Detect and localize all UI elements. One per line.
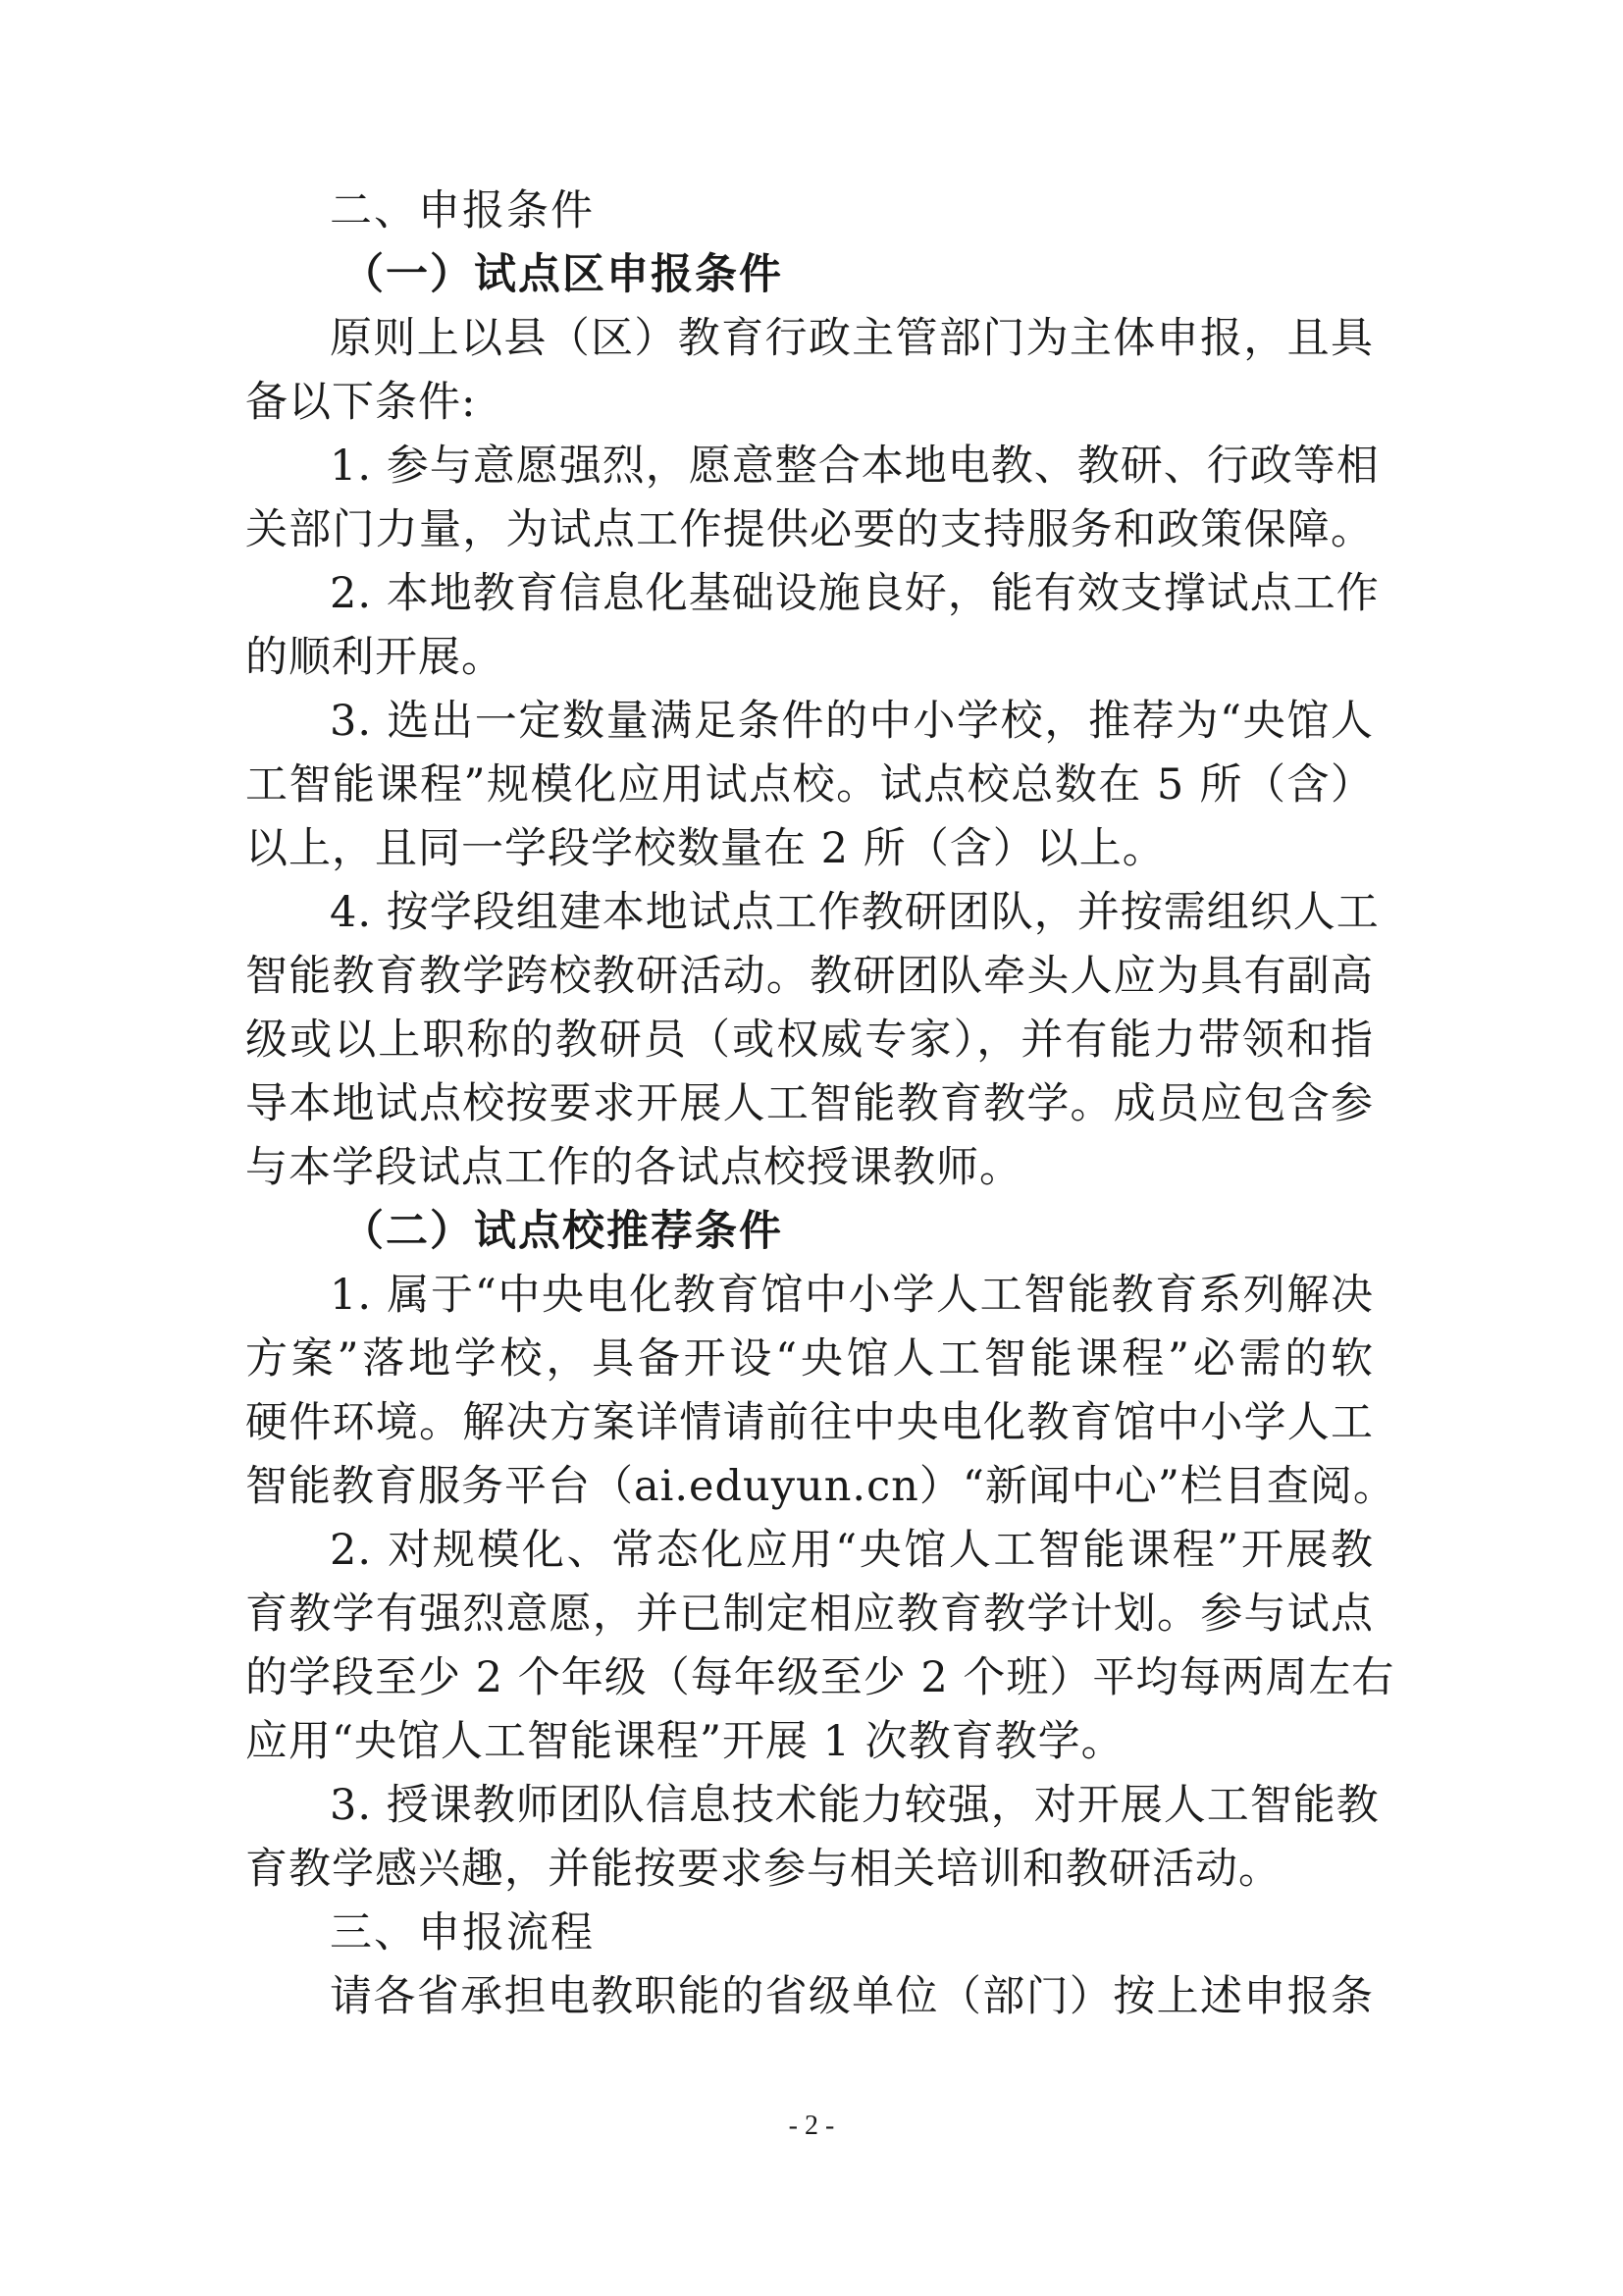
paragraph-line: 硬件环境。解决方案详情请前往中央电化教育馆中小学人工 [245, 1398, 1374, 1447]
paragraph-line: 1. 属于“中央电化教育馆中小学人工智能教育系列解决 [330, 1271, 1374, 1320]
paragraph-line: 方案”落地学校，具备开设“央馆人工智能课程”必需的软 [245, 1334, 1374, 1383]
paragraph-line: 关部门力量，为试点工作提供必要的支持服务和政策保障。 [245, 505, 1374, 554]
paragraph-line: 2. 对规模化、常态化应用“央馆人工智能课程”开展教 [330, 1526, 1374, 1575]
paragraph-line: 应用“央馆人工智能课程”开展 1 次教育教学。 [245, 1717, 1125, 1766]
paragraph-line: 级或以上职称的教研员（或权威专家），并有能力带领和指 [245, 1016, 1374, 1065]
paragraph-line: 育教学感兴趣，并能按要求参与相关培训和教研活动。 [245, 1845, 1282, 1894]
subsection-heading-pilot-school: （二）试点校推荐条件 [341, 1207, 783, 1256]
section-heading-application-conditions: 二、申报条件 [330, 186, 595, 235]
page-number: - 2 - [788, 2111, 835, 2141]
paragraph-line: 2. 本地教育信息化基础设施良好，能有效支撑试点工作 [330, 569, 1380, 618]
paragraph-line: 3. 授课教师团队信息技术能力较强，对开展人工智能教 [330, 1781, 1380, 1830]
paragraph-line: 原则上以县（区）教育行政主管部门为主体申报，且具 [330, 314, 1374, 363]
paragraph-line: 工智能课程”规模化应用试点校。试点校总数在 5 所（含） [245, 760, 1374, 809]
subsection-heading-pilot-district: （一）试点区申报条件 [341, 250, 783, 299]
paragraph-line: 的顺利开展。 [245, 633, 504, 682]
paragraph-line: 4. 按学段组建本地试点工作教研团队，并按需组织人工 [330, 888, 1380, 937]
paragraph-line: 智能教育服务平台（ai.eduyun.cn）“新闻中心”栏目查阅。 [245, 1462, 1396, 1511]
paragraph-line: 智能教育教学跨校教研活动。教研团队牵头人应为具有副高 [245, 952, 1374, 1001]
paragraph-line: 1. 参与意愿强烈，愿意整合本地电教、教研、行政等相 [330, 442, 1380, 491]
paragraph-line: 导本地试点校按要求开展人工智能教育教学。成员应包含参 [245, 1079, 1374, 1128]
paragraph-line: 请各省承担电教职能的省级单位（部门）按上述申报条 [330, 1972, 1374, 2021]
paragraph-line: 备以下条件: [245, 378, 477, 427]
section-heading-application-process: 三、申报流程 [330, 1908, 595, 1957]
paragraph-line: 的学段至少 2 个年级（每年级至少 2 个班）平均每两周左右 [245, 1653, 1395, 1702]
paragraph-line: 与本学段试点工作的各试点校授课教师。 [245, 1143, 1022, 1192]
paragraph-line: 以上，且同一学段学校数量在 2 所（含）以上。 [245, 824, 1166, 873]
paragraph-line: 育教学有强烈意愿，并已制定相应教育教学计划。参与试点 [245, 1590, 1374, 1639]
paragraph-line: 3. 选出一定数量满足条件的中小学校，推荐为“央馆人 [330, 697, 1374, 746]
